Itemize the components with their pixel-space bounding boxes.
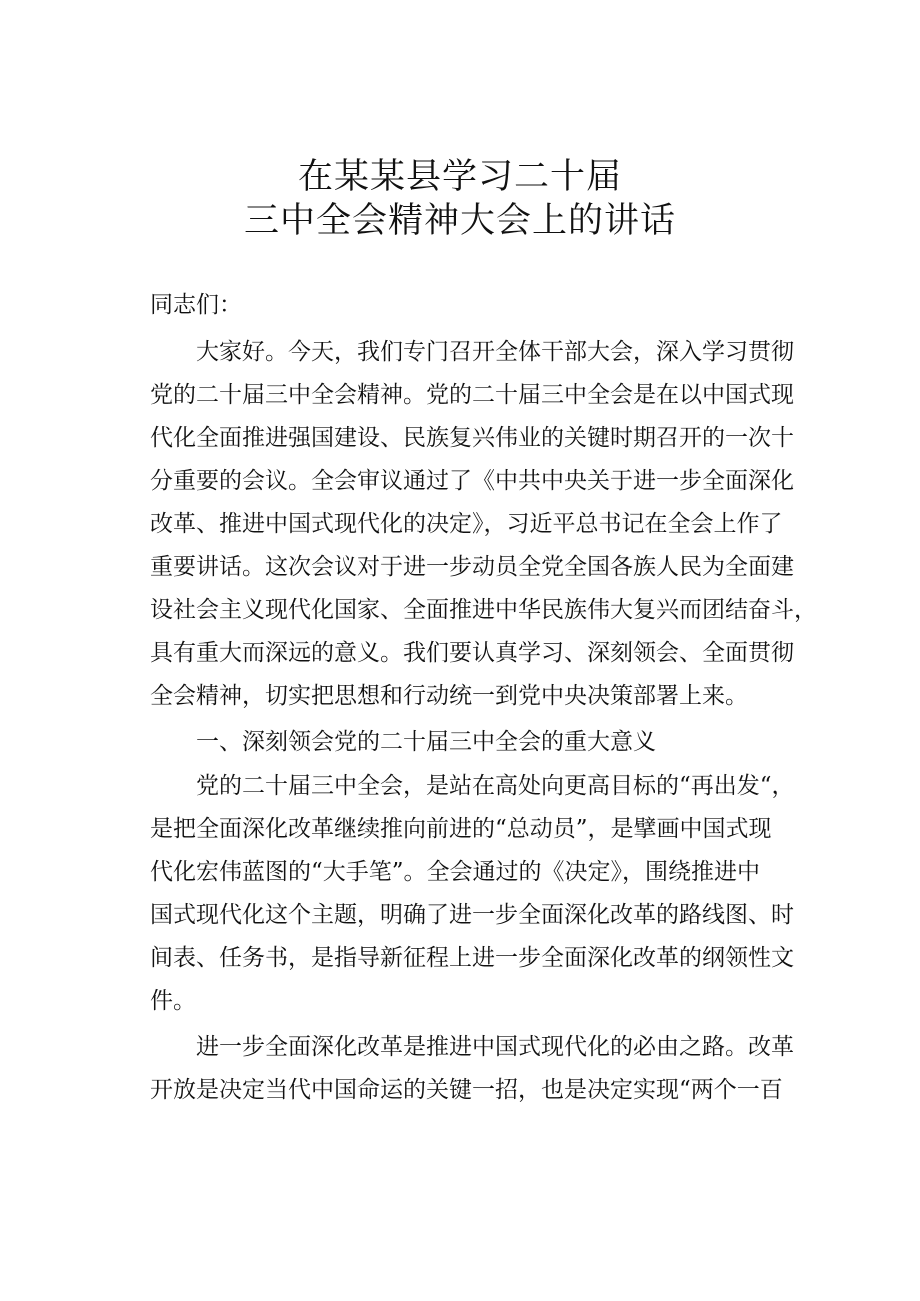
paragraph-1-line: 全会精神，切实把思想和行动统一到党中央决策部署上来。	[150, 683, 748, 709]
paragraph-1-line: 分重要的会议。全会审议通过了《中共中央关于进一步全面深化	[150, 468, 794, 494]
paragraph-1-line: 代化全面推进强国建设、民族复兴伟业的关键时期召开的一次十	[150, 425, 794, 451]
document-title-line-1: 在某某县学习二十届	[297, 157, 622, 197]
paragraph-2-line: 件。	[150, 988, 196, 1014]
paragraph-2-line: 代化宏伟蓝图的“大手笔”。全会通过的《决定》，围绕推进中	[150, 859, 761, 885]
salutation: 同志们：	[150, 292, 242, 318]
paragraph-2-line: 国式现代化这个主题，明确了进一步全面深化改革的路线图、时	[150, 902, 794, 928]
paragraph-3-line: 开放是决定当代中国命运的关键一招，也是决定实现“两个一百	[150, 1077, 783, 1103]
paragraph-1-line: 具有重大而深远的意义。我们要认真学习、深刻领会、全面贯彻	[150, 640, 794, 666]
paragraph-2-line: 间表、任务书，是指导新征程上进一步全面深化改革的纲领性文	[150, 945, 794, 971]
paragraph-1-line: 党的二十届三中全会精神。党的二十届三中全会是在以中国式现	[150, 382, 794, 408]
paragraph-3-line: 进一步全面深化改革是推进中国式现代化的必由之路。改革	[196, 1034, 794, 1060]
paragraph-2-line: 是把全面深化改革继续推向前进的“总动员”，是擘画中国式现	[150, 816, 772, 842]
paragraph-2-line: 党的二十届三中全会，是站在高处向更高目标的“再出发“，	[196, 773, 795, 799]
paragraph-1-line: 改革、推进中国式现代化的决定》，习近平总书记在全会上作了	[150, 511, 783, 537]
paragraph-1-line: 设社会主义现代化国家、全面推进中华民族伟大复兴而团结奋斗，	[150, 597, 817, 623]
paragraph-1-line: 大家好。今天，我们专门召开全体干部大会，深入学习贯彻	[196, 339, 794, 365]
paragraph-1-line: 重要讲话。这次会议对于进一步动员全党全国各族人民为全面建	[150, 554, 794, 580]
section-heading-1: 一、深刻领会党的二十届三中全会的重大意义	[196, 729, 656, 755]
document-title-line-2: 三中全会精神大会上的讲话	[243, 201, 676, 241]
